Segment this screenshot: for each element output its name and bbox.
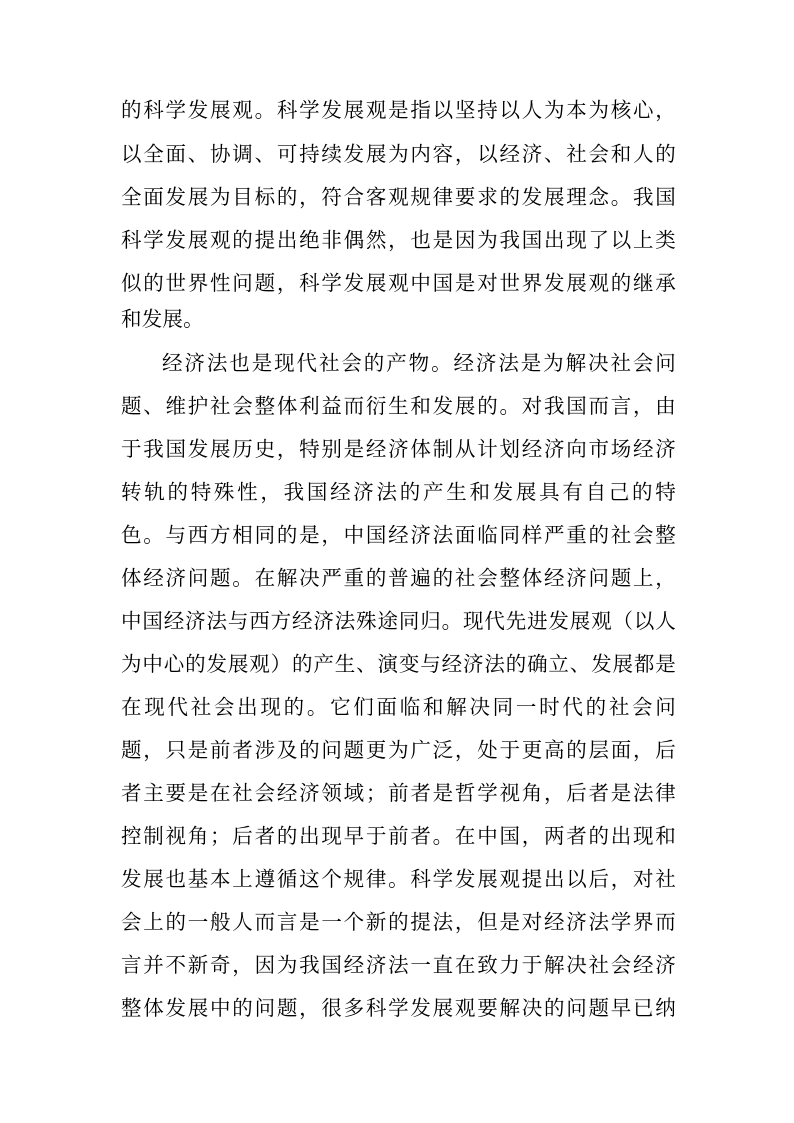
text-line-11: 色。与西方相同的是，中国经济法面临同样严重的社会整 bbox=[121, 523, 676, 547]
text-line-6: 和发展。 bbox=[121, 307, 204, 331]
text-line-5: 似的世界性问题，科学发展观中国是对世界发展观的继承 bbox=[121, 271, 676, 295]
text-line-15: 在现代社会出现的。它们面临和解决同一时代的社会问 bbox=[121, 695, 676, 719]
text-line-8: 题、维护社会整体利益而衍生和发展的。对我国而言，由 bbox=[121, 394, 676, 418]
text-line-4: 科学发展观的提出绝非偶然，也是因为我国出现了以上类 bbox=[121, 228, 676, 252]
text-line-2: 以全面、协调、可持续发展为内容，以经济、社会和人的 bbox=[121, 142, 676, 166]
text-line-9: 于我国发展历史，特别是经济体制从计划经济向市场经济 bbox=[121, 437, 676, 461]
text-line-21: 言并不新奇，因为我国经济法一直在致力于解决社会经济 bbox=[121, 953, 676, 977]
text-line-18: 控制视角；后者的出现早于前者。在中国，两者的出现和 bbox=[121, 824, 676, 848]
text-line-22: 整体发展中的问题，很多科学发展观要解决的问题早已纳 bbox=[121, 996, 676, 1020]
text-line-12: 体经济问题。在解决严重的普遍的社会整体经济问题上， bbox=[121, 566, 676, 590]
text-line-7: 经济法也是现代社会的产物。经济法是为解决社会问 bbox=[162, 351, 676, 375]
text-line-20: 会上的一般人而言是一个新的提法，但是对经济法学界而 bbox=[121, 910, 676, 934]
text-line-13: 中国经济法与西方经济法殊途同归。现代先进发展观（以人 bbox=[121, 609, 676, 633]
text-line-10: 转轨的特殊性，我国经济法的产生和发展具有自己的特 bbox=[121, 480, 676, 504]
text-line-1: 的科学发展观。科学发展观是指以坚持以人为本为核心， bbox=[121, 98, 676, 122]
text-line-16: 题，只是前者涉及的问题更为广泛，处于更高的层面，后 bbox=[121, 738, 676, 762]
text-line-19: 发展也基本上遵循这个规律。科学发展观提出以后，对社 bbox=[121, 867, 676, 891]
text-line-14: 为中心的发展观）的产生、演变与经济法的确立、发展都是 bbox=[121, 652, 676, 676]
text-line-17: 者主要是在社会经济领域；前者是哲学视角，后者是法律 bbox=[121, 781, 676, 805]
text-line-3: 全面发展为目标的，符合客观规律要求的发展理念。我国 bbox=[121, 185, 676, 209]
